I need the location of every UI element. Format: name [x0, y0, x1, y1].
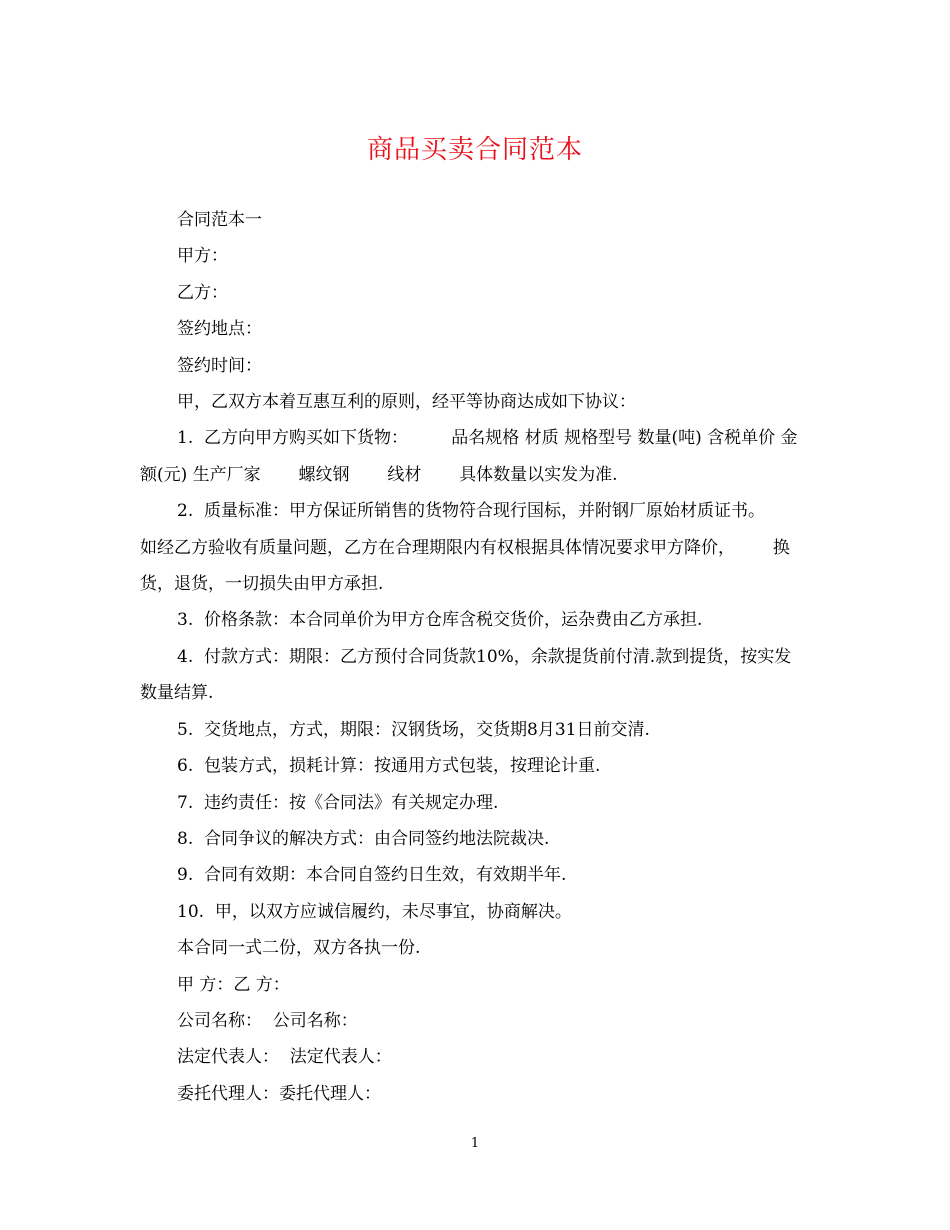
clause-6-packaging: 6. 包装方式，损耗计算：按通用方式包装，按理论计重.: [177, 756, 601, 777]
paragraph-signing-time: 签约时间：: [177, 355, 262, 376]
clause-10-good-faith: 10. 甲，以双方应诚信履约，未尽事宜，协商解决。: [177, 901, 572, 922]
paragraph-party-b: 乙方：: [177, 282, 228, 303]
clause-7-liability: 7. 违约责任：按《合同法》有关规定办理.: [177, 792, 499, 813]
signature-company-names: 公司名称： 公司名称：: [177, 1010, 358, 1031]
paragraph-preamble: 甲，乙双方本着互惠互利的原则，经平等协商达成如下协议：: [177, 392, 636, 413]
signature-authorized-agents: 委托代理人：委托代理人：: [177, 1083, 381, 1104]
paragraph-signing-place: 签约地点：: [177, 319, 262, 340]
clause-1-goods: 1. 乙方向甲方购买如下货物： 品名规格 材质 规格型号 数量(吨) 含税单价 金额(元) 生产厂家 螺纹钢 线材 具体数量以实发为准.: [140, 428, 798, 485]
clause-8-dispute: 8. 合同争议的解决方式：由合同签约地法院裁决.: [177, 828, 550, 849]
paragraph-contract-sample: 合同范本一: [177, 210, 262, 230]
clause-5-delivery: 5. 交货地点，方式，期限：汉钢货场，交货期8月31日前交清.: [177, 719, 650, 740]
paragraph-party-a: 甲方：: [177, 246, 228, 267]
clause-9-validity: 9. 合同有效期：本合同自签约日生效，有效期半年.: [177, 865, 567, 886]
document-body: [140, 202, 830, 1112]
page-number: 1: [470, 1136, 480, 1151]
document-title: 商品买卖合同范本: [366, 135, 583, 165]
clause-2-quality: 2. 质量标准：甲方保证所销售的货物符合现行国标，并附钢厂原始材质证书。 如经乙方验收有质量问题，乙方在合理期限内有权根据具体情况要求甲方降价， 换货，退货，一切损失由甲方承担.: [140, 501, 803, 595]
clause-3-price: 3. 价格条款：本合同单价为甲方仓库含税交货价，运杂费由乙方承担.: [177, 610, 703, 631]
clause-4-payment: 4. 付款方式：期限：乙方预付合同货款10%，余款提货前付清.款到提货，按实发 数量结算.: [140, 646, 830, 704]
paragraph-copies: 本合同一式二份，双方各执一份.: [177, 938, 421, 959]
signature-legal-representatives: 法定代表人： 法定代表人：: [177, 1047, 392, 1068]
signature-parties: 甲 方：乙 方：: [177, 974, 290, 995]
